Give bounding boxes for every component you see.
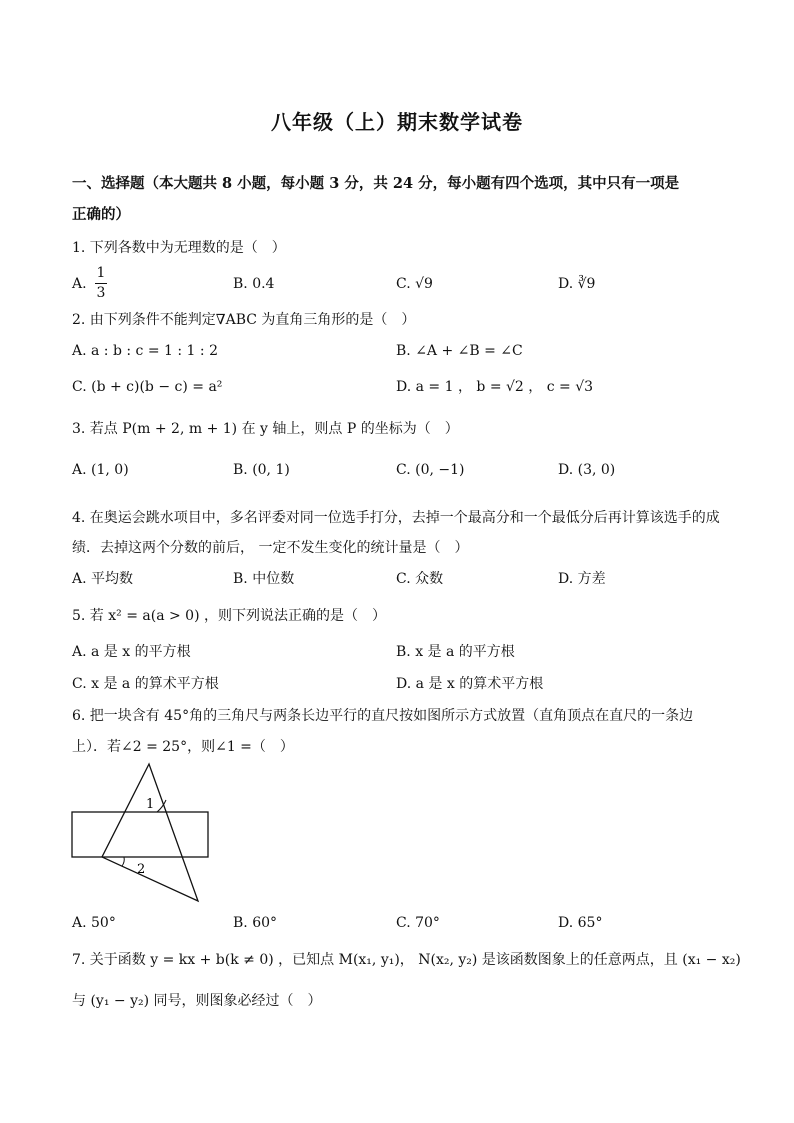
ruler-rectangle <box>72 812 208 857</box>
question-6-option-d: D. 65° <box>558 915 603 931</box>
question-2-option-b: B. ∠A + ∠B = ∠C <box>396 343 523 359</box>
question-4-option-b: B. 中位数 <box>233 571 295 587</box>
question-5-option-c: C. x 是 a 的算术平方根 <box>72 676 219 692</box>
question-3-option-d: D. (3, 0) <box>558 462 616 478</box>
angle-2-label: 2 <box>137 862 146 877</box>
page-title: 八年级（上）期末数学试卷 <box>271 110 523 134</box>
question-3-stem: 3. 若点 P(m + 2, m + 1) 在 y 轴上，则点 P 的坐标为（ ） <box>72 421 459 437</box>
question-6-option-c: C. 70° <box>396 915 440 931</box>
question-6-stem-line1: 6. 把一块含有 45°角的三角尺与两条长边平行的直尺按如图所示方式放置（直角顶点在直尺的一条边 <box>72 708 694 724</box>
question-6-option-a: A. 50° <box>72 915 116 931</box>
question-2-stem: 2. 由下列条件不能判定∇ABC 为直角三角形的是（ ） <box>72 312 416 328</box>
question-5-option-a: A. a 是 x 的平方根 <box>72 644 191 660</box>
fraction-bar <box>95 283 107 284</box>
question-1-option-c: C. √9 <box>396 276 433 292</box>
section-header-line2: 正确的） <box>72 206 130 223</box>
question-3-option-a: A. (1, 0) <box>72 462 129 478</box>
angle-2-arc <box>122 857 124 866</box>
question-4-option-d: D. 方差 <box>558 571 606 587</box>
fraction-numerator: 1 <box>96 265 106 281</box>
question-2-option-d: D. a = 1 ， b = √2 ， c = √3 <box>396 379 594 395</box>
question-1-option-d: D. ∛9 <box>558 276 596 292</box>
angle-1-label: 1 <box>146 797 155 812</box>
question-6-option-b: B. 60° <box>233 915 278 931</box>
question-4-option-c: C. 众数 <box>396 571 444 587</box>
ruler-triangle-figure <box>70 760 215 905</box>
question-5-stem: 5. 若 x² = a(a > 0) ，则下列说法正确的是（ ） <box>72 608 387 624</box>
question-1-option-b: B. 0.4 <box>233 276 275 292</box>
question-2-option-c: C. (b + c)(b − c) = a² <box>72 379 223 395</box>
question-5-option-d: D. a 是 x 的算术平方根 <box>396 676 544 692</box>
question-1-option-a-fraction <box>95 265 107 302</box>
question-4-stem-line2: 绩．去掉这两个分数的前后， 一定不发生变化的统计量是（ ） <box>72 540 469 556</box>
question-4-stem-line1: 4. 在奥运会跳水项目中，多名评委对同一位选手打分，去掉一个最高分和一个最低分后再计算该选手的成 <box>72 510 720 526</box>
fraction-denominator: 3 <box>96 285 106 301</box>
section-header-line1: 一、选择题（本大题共 8 小题，每小题 3 分，共 24 分，每小题有四个选项，其中只有一项是 <box>72 175 680 192</box>
question-7-stem-line2: 与 (y₁ − y₂) 同号，则图象必经过（ ） <box>72 993 322 1009</box>
question-3-option-b: B. (0, 1) <box>233 462 290 478</box>
question-1-stem: 1. 下列各数中为无理数的是（ ） <box>72 240 286 256</box>
question-4-option-a: A. 平均数 <box>72 571 134 587</box>
question-5-option-b: B. x 是 a 的平方根 <box>396 644 515 660</box>
question-3-option-c: C. (0, −1) <box>396 462 465 478</box>
question-1-option-a-label: A. <box>72 276 87 292</box>
question-2-option-a: A. a : b : c = 1 : 1 : 2 <box>72 343 218 359</box>
set-square-triangle <box>102 764 198 901</box>
question-6-stem-line2: 上）．若∠2 = 25°，则∠1 =（ ） <box>72 739 294 755</box>
question-7-stem-line1: 7. 关于函数 y = kx + b(k ≠ 0) ，已知点 M(x₁, y₁)， N(x₂, y₂) 是该函数图象上的任意两点，且 (x₁ − x₂) <box>72 952 741 968</box>
